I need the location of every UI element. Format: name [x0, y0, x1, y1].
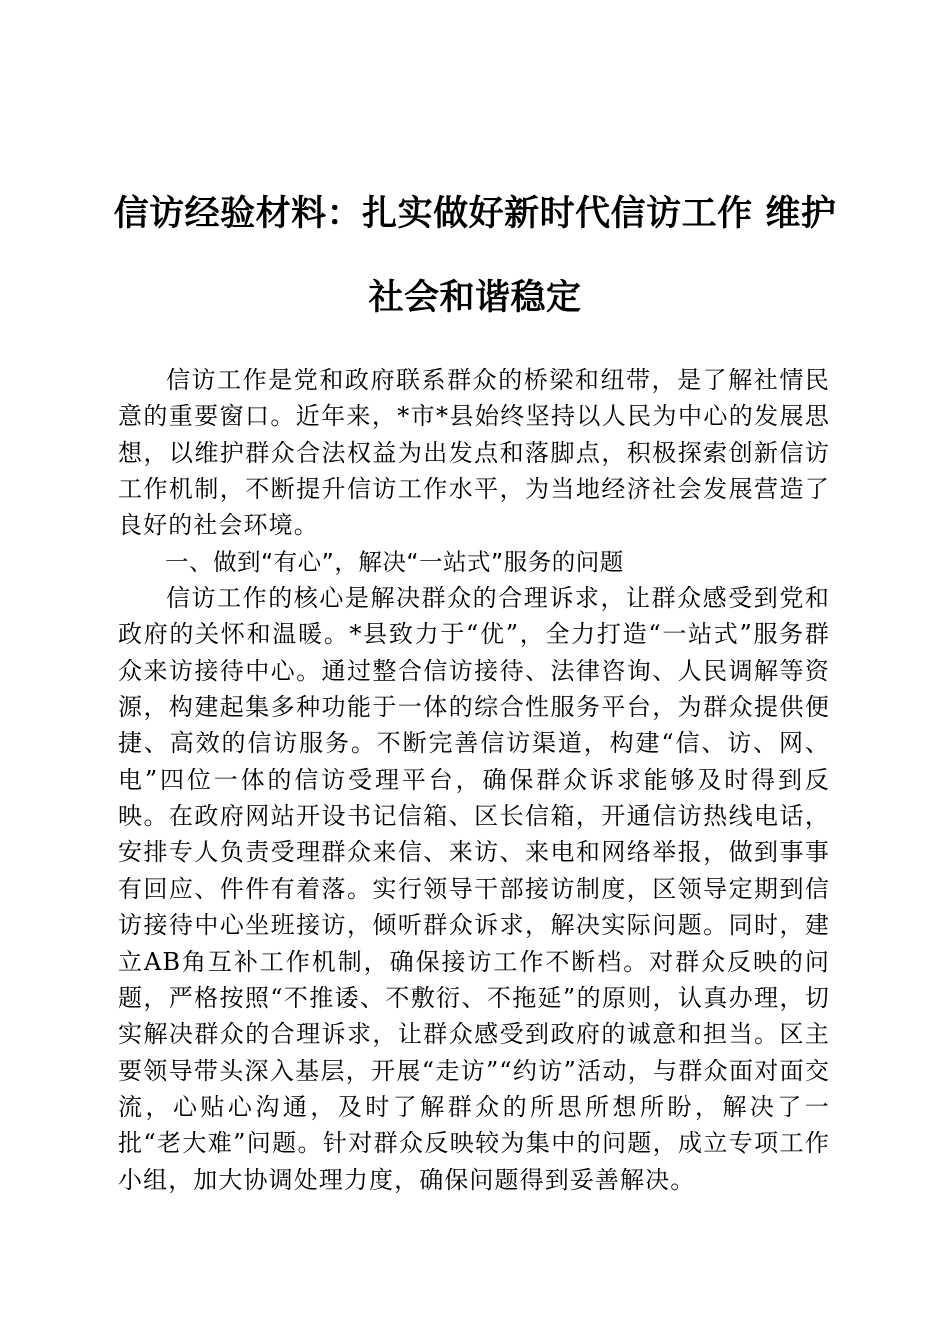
intro-paragraph: 信访工作是党和政府联系群众的桥梁和纽带，是了解社情民意的重要窗口。近年来，*市*县始终坚持以人民为中心的发展思想，以维护群众合法权益为出发点和落脚点，积极探索创新信访工作机制，不断提升信访工作水平，为当地经济社会发展营造了良好的社会环境。	[118, 366, 830, 540]
document-title: 信访经验材料：扎实做好新时代信访工作 维护社会和谐稳定	[113, 193, 837, 318]
document-body	[118, 362, 830, 1198]
section-heading-1: 一、做到“有心”，解决“一站式”服务的问题	[165, 547, 624, 576]
section-1-paragraph: 信访工作的核心是解决群众的合理诉求，让群众感受到党和政府的关怀和温暖。*县致力于“优”，全力打造“一站式”服务群众来访接待中心。通过整合信访接待、法律咨询、人民调解等资源，构建起集多种功能于一体的综合性服务平台，为群众提供便捷、高效的信访服务。不断完善信访渠道，构建“信、访、网、电”四位一体的信访受理平台，确保群众诉求能够及时得到反映。在政府网站开设书记信箱、区长信箱，开通信访热线电话，安排专人负责受理群众来信、来访、来电和网络举报，做到事事有回应、件件有着落。实行领导干部接访制度，区领导定期到信访接待中心坐班接访，倾听群众诉求，解决实际问题。同时，建立AB角互补工作机制，确保接访工作不断档。对群众反映的问题，严格按照“不推诿、不敷衍、不拖延”的原则，认真办理，切实解决群众的合理诉求，让群众感受到政府的诚意和担当。区主要领导带头深入基层，开展“走访”“约访”活动，与群众面对面交流，心贴心沟通，及时了解群众的所思所想所盼，解决了一批“老大难”问题。针对群众反映较为集中的问题，成立专项工作小组，加大协调处理力度，确保问题得到妥善解决。	[118, 584, 830, 1194]
